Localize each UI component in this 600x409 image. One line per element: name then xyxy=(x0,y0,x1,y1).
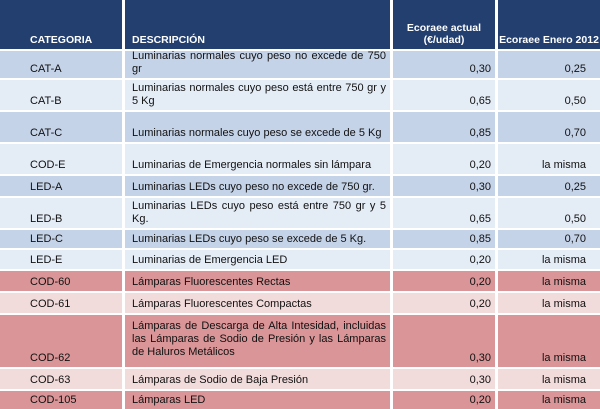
row-ecoraee-enero: 0,25 xyxy=(498,51,600,78)
row-ecoraee-actual: 0,85 xyxy=(393,112,495,142)
table-header xyxy=(0,0,600,49)
row-ecoraee-actual: 0,85 xyxy=(393,230,495,248)
row-categoria: CAT-A xyxy=(0,51,122,78)
table-row xyxy=(0,293,600,313)
row-categoria: COD-61 xyxy=(0,293,122,313)
table-row xyxy=(0,51,600,78)
row-ecoraee-enero: 0,25 xyxy=(498,176,600,196)
row-descripcion: Luminarias de Emergencia normales sin lámpara xyxy=(125,144,390,174)
row-descripcion: Luminarias normales cuyo peso no excede de 750 gr xyxy=(125,51,390,78)
header-ecoraee-enero: Ecoraee Enero 2012 xyxy=(498,0,600,49)
row-ecoraee-enero: la misma xyxy=(498,293,600,313)
table-row xyxy=(0,391,600,409)
row-categoria: CAT-C xyxy=(0,112,122,142)
table-row xyxy=(0,80,600,110)
table-row xyxy=(0,198,600,228)
row-descripcion: Luminarias LEDs cuyo peso está entre 750 gr y 5 Kg. xyxy=(125,198,390,228)
row-ecoraee-actual: 0,65 xyxy=(393,198,495,228)
row-ecoraee-actual: 0,30 xyxy=(393,51,495,78)
header-descripcion: DESCRIPCIÓN xyxy=(125,0,390,49)
table-row xyxy=(0,112,600,142)
row-ecoraee-actual: 0,20 xyxy=(393,144,495,174)
row-categoria: COD-E xyxy=(0,144,122,174)
row-categoria: LED-E xyxy=(0,250,122,269)
row-ecoraee-enero: la misma xyxy=(498,250,600,269)
row-categoria: LED-C xyxy=(0,230,122,248)
row-descripcion: Luminarias de Emergencia LED xyxy=(125,250,390,269)
row-ecoraee-actual: 0,30 xyxy=(393,315,495,367)
row-ecoraee-enero: la misma xyxy=(498,271,600,291)
header-categoria: CATEGORIA xyxy=(0,0,122,49)
row-ecoraee-actual: 0,20 xyxy=(393,271,495,291)
row-ecoraee-enero: 0,70 xyxy=(498,112,600,142)
table-row xyxy=(0,271,600,291)
row-ecoraee-actual: 0,30 xyxy=(393,369,495,389)
row-categoria: COD-105 xyxy=(0,391,122,409)
row-categoria: LED-B xyxy=(0,198,122,228)
row-ecoraee-actual: 0,20 xyxy=(393,250,495,269)
table-row xyxy=(0,230,600,248)
row-ecoraee-actual: 0,30 xyxy=(393,176,495,196)
row-descripcion: Lámparas LED xyxy=(125,391,390,409)
row-descripcion: Lámparas Fluorescentes Rectas xyxy=(125,271,390,291)
row-categoria: COD-62 xyxy=(0,315,122,367)
row-ecoraee-enero: la misma xyxy=(498,369,600,389)
row-categoria: COD-63 xyxy=(0,369,122,389)
row-ecoraee-actual: 0,20 xyxy=(393,391,495,409)
row-descripcion: Lámparas de Descarga de Alta Intesidad, incluidas las Lámparas de Sodio de Presión y las Lámparas de Haluros Metálicos xyxy=(125,315,390,367)
row-ecoraee-enero: la misma xyxy=(498,315,600,367)
row-ecoraee-enero: 0,50 xyxy=(498,80,600,110)
row-ecoraee-actual: 0,20 xyxy=(393,293,495,313)
row-descripcion: Luminarias normales cuyo peso está entre 750 gr y 5 Kg xyxy=(125,80,390,110)
table-row xyxy=(0,369,600,389)
header-ecoraee-actual: Ecoraee actual (€/udad) xyxy=(393,0,495,49)
row-descripcion: Lámparas de Sodio de Baja Presión xyxy=(125,369,390,389)
table-row xyxy=(0,250,600,269)
table-row xyxy=(0,315,600,367)
table-row xyxy=(0,144,600,174)
row-descripcion: Lámparas Fluorescentes Compactas xyxy=(125,293,390,313)
row-ecoraee-enero: 0,70 xyxy=(498,230,600,248)
table-row xyxy=(0,176,600,196)
row-categoria: COD-60 xyxy=(0,271,122,291)
row-categoria: CAT-B xyxy=(0,80,122,110)
row-ecoraee-enero: la misma xyxy=(498,391,600,409)
row-descripcion: Luminarias normales cuyo peso se excede de 5 Kg xyxy=(125,112,390,142)
row-descripcion: Luminarias LEDs cuyo peso no excede de 750 gr. xyxy=(125,176,390,196)
row-categoria: LED-A xyxy=(0,176,122,196)
row-ecoraee-enero: 0,50 xyxy=(498,198,600,228)
row-ecoraee-enero: la misma xyxy=(498,144,600,174)
row-ecoraee-actual: 0,65 xyxy=(393,80,495,110)
row-descripcion: Luminarias LEDs cuyo peso se excede de 5 Kg. xyxy=(125,230,390,248)
